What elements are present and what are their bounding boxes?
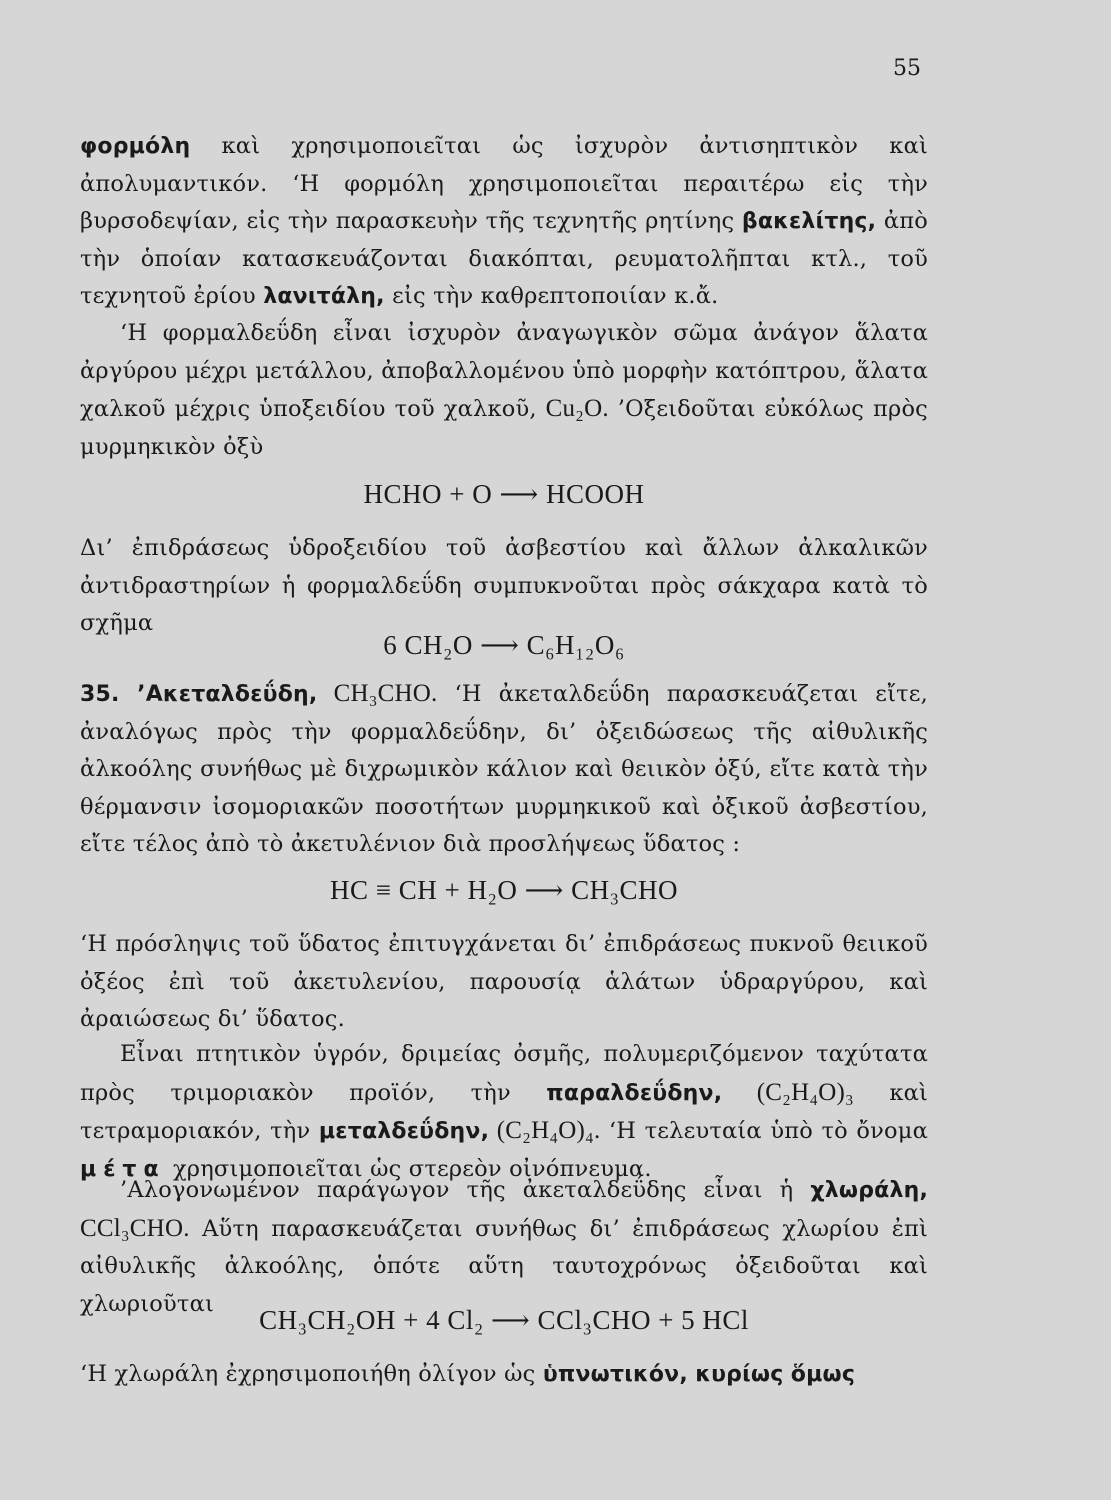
- paragraph-formaldehyde-reduction: [80, 315, 928, 466]
- equation-acetylene-hydration: HC ≡ CH + H₂O ⟶ CH₃CHO: [329, 875, 678, 905]
- section-35-acetaldehyde: [80, 675, 928, 864]
- formula-inline: Cu₂O.: [545, 395, 609, 423]
- text-run: Δι’ ἐπιδράσεως ὑδροξειδίου τοῦ ἀσβεστίου καὶ ἄλλων ἀλκαλικῶν ἀντιδραστηρίων ἡ φορμαλδεΰδη συμπυκνοῦται πρὸς σάκχαρα κατὰ τὸ σχῆμα: [80, 535, 928, 637]
- formula-inline: (C₂H₄O)₄.: [489, 1117, 601, 1145]
- paragraph-polymerization: [80, 1036, 928, 1188]
- term-omos: ὅμως: [790, 1362, 856, 1387]
- text-run: ’Αλογονωμένον παράγωγον τῆς ἀκεταλδεΰδης εἶναι ἡ: [120, 1177, 811, 1203]
- equation-sugar-formation: 6 CH₂O ⟶ C₆H₁₂O₆: [383, 630, 625, 660]
- text-run: Εἶναι πτητικὸν ὑγρόν, δριμείας ὀσμῆς, πολυμεριζόμενον ταχύτατα πρὸς τριμοριακὸν προϊόν, τὴν: [80, 1041, 928, 1106]
- term-metaldehyde: μεταλδεΰδην,: [318, 1119, 490, 1145]
- equation-formic-oxidation: HCHO + O ⟶ HCOOH: [363, 479, 645, 509]
- term-lanital: λανιτάλη,: [263, 284, 385, 310]
- term-meta: μέτα: [80, 1156, 166, 1182]
- paragraph-water-uptake: [80, 926, 928, 1039]
- section-heading: 35. ’Ακεταλδεΰδη,: [80, 682, 318, 707]
- text-run: [783, 1361, 790, 1387]
- term-bakelite: βακελίτης,: [741, 209, 877, 235]
- term-formoli: φορμόλη: [80, 134, 191, 159]
- formula-inline: CH₃CHO.: [317, 680, 438, 707]
- paragraph-formol-uses: [80, 128, 928, 316]
- equation-chloral-synthesis: CH₃CH₂OH + 4 Cl₂ ⟶ CCl₃CHO + 5 HCl: [259, 1305, 749, 1335]
- paragraph-chloral-use: [80, 1356, 928, 1394]
- text-run: εἰς τὴν καθρεπτοποιίαν κ.ἄ.: [384, 283, 719, 310]
- term-chloral: χλωράλη,: [810, 1178, 928, 1203]
- term-paraldehyde: παραλδεΰδην,: [546, 1080, 723, 1106]
- formula-inline: CCl₃CHO.: [80, 1214, 190, 1242]
- text-run: ‘Η ἀκεταλδεΰδη παρασκευάζεται εἴτε, ἀναλόγως πρὸς τὴν φορμαλδεΰδην, δι’ ὀξειδώσεως τῆς αἰθυλικῆς ἀλκοόλης συνήθως μὲ διχρωμικὸν κάλιον καὶ θειικὸν ὀξύ, εἴτε κατὰ τὴν θέρμανσιν ἰσομοριακῶν ποσοτήτων μυρμηκικοῦ καὶ ὀξικοῦ ἀσβεστίου, εἴτε τέλος ἀπὸ τὸ ἀκετυλένιον διὰ προσλήψεως ὕδατος :: [80, 681, 929, 858]
- term-hypnotic: ὑπνωτικόν,: [542, 1362, 688, 1387]
- text-run: ‘Η φορμαλδεΰδη εἶναι ἰσχυρὸν ἀναγωγικὸν σῶμα ἀνάγον ἅλατα ἀργύρου μέχρι μετάλλου, ἀποβαλλομένου ὑπὸ μορφὴν κατόπτρου, ἅλατα χαλκοῦ μέχρις ὑποξειδίου τοῦ χαλκοῦ,: [80, 320, 928, 423]
- text-run: ἀπὸ τὴν ὁποίαν κατασκευάζονται διακόπται, ρευματολῆπται κτλ., τοῦ τεχνητοῦ ἐρίου: [80, 208, 929, 310]
- text-run: καὶ χρησιμοποιεῖται ὡς ἰσχυρὸν ἀντισηπτικὸν καὶ ἀπολυμαντικόν. ‘Η φορμόλη χρησιμοποιεῖται περαιτέρω εἰς τὴν βυρσοδεψίαν, εἰς τὴν παρασκευὴν τῆς τεχνητῆς ρητίνης: [80, 133, 928, 235]
- text-run: καὶ τετραμοριακόν, τὴν: [80, 1079, 928, 1145]
- formula-inline: (C₂H₄O)₃: [722, 1078, 854, 1106]
- text-run: χρησιμοποιεῖται ὡς στερεὸν οἰνόπνευμα.: [165, 1155, 652, 1182]
- text-run: Αὕτη παρασκευάζεται συνήθως δι’ ἐπιδράσεως χλωρίου ἐπὶ αἰθυλικῆς ἀλκοόλης, ὁπότε αὕτη ταυτοχρόνως ὀξειδοῦται καὶ χλωριοῦται: [80, 1215, 928, 1317]
- paragraph-condensation: [80, 530, 928, 643]
- text-run: ’Οξειδοῦται εὐκόλως πρὸς μυρμηκικὸν ὀξὺ: [80, 396, 928, 460]
- text-run: ‘Η τελευταία ὑπὸ τὸ ὄνομα: [600, 1118, 928, 1145]
- text-run: ‘Η χλωράλη ἐχρησιμοποιήθη ὀλίγον ὡς: [80, 1361, 543, 1387]
- page-number: 55: [893, 56, 921, 81]
- paragraph-chloral: [80, 1171, 928, 1323]
- text-run: ‘Η πρόσληψις τοῦ ὕδατος ἐπιτυγχάνεται δι’ ἐπιδράσεως πυκνοῦ θειικοῦ ὀξέος ἐπὶ τοῦ ἀκετυλενίου, παρουσίᾳ ἁλάτων ὑδραργύρου, καὶ ἀραιώσεως δι’ ὕδατος.: [80, 931, 928, 1033]
- term-kyrios: κυρίως: [695, 1362, 784, 1387]
